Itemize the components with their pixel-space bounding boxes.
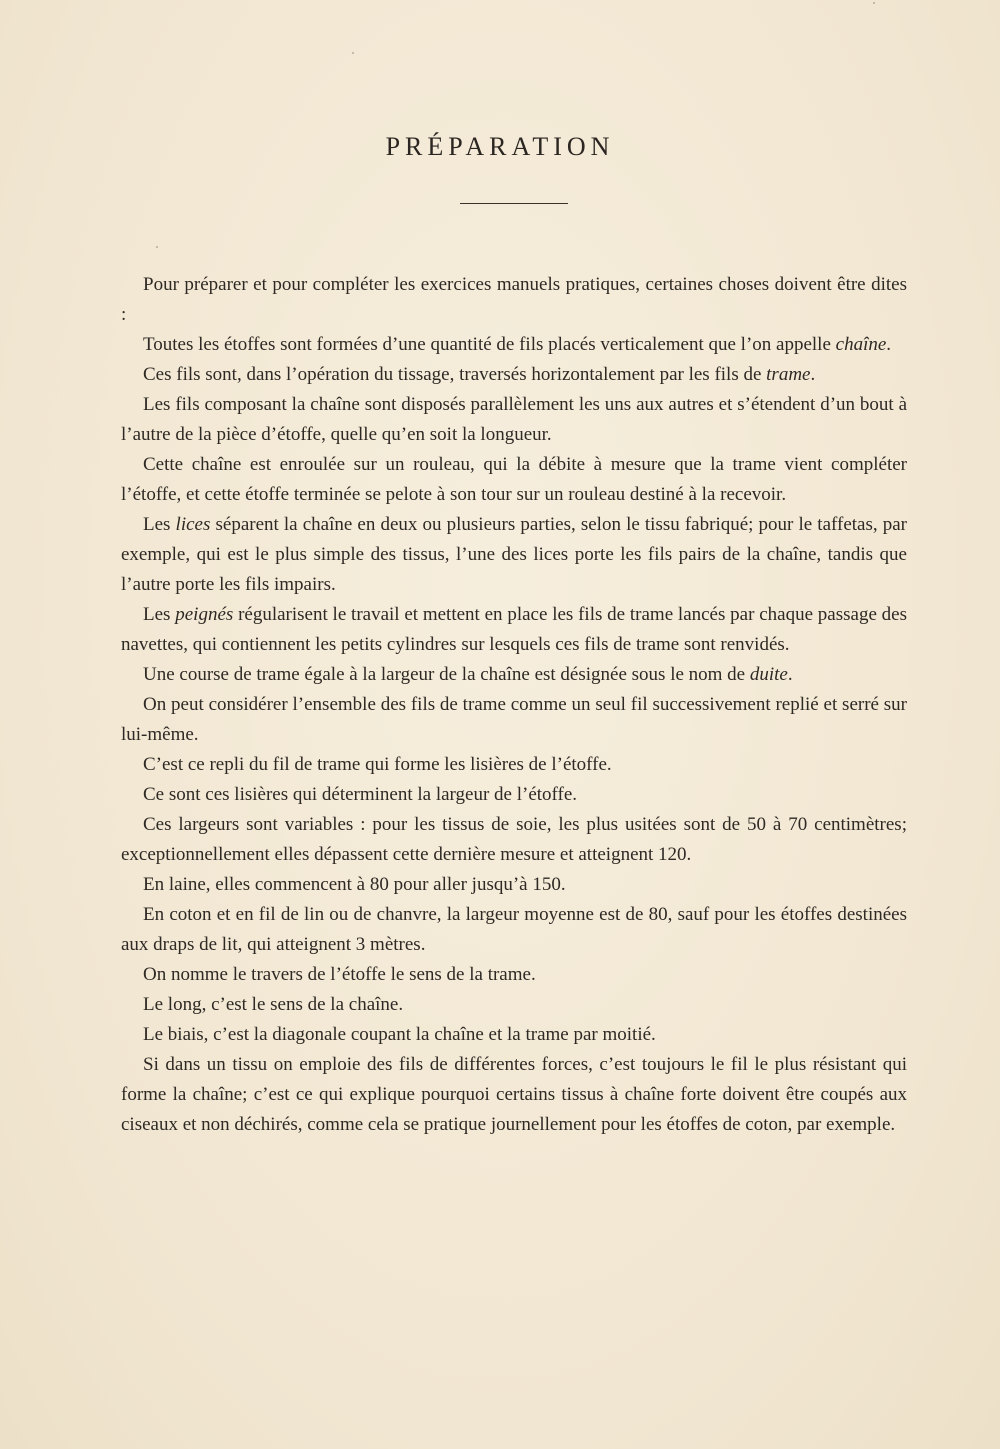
paragraph-text: En coton et en fil de lin ou de chanvre, la largeur moyenne est de 80, sauf pour les étoffes destinées aux draps de lit, qui atteignent 3 mètres.	[121, 904, 907, 955]
paragraph	[121, 690, 907, 750]
paragraph-text: .	[787, 664, 793, 685]
paragraph-text: Les	[143, 514, 176, 535]
paragraph	[121, 900, 907, 960]
paragraph-text: séparent la chaîne en deux ou plusieurs parties, selon le tissu fabriqué; pour le taffetas, par exemple, qui est le plus simple des tissus, l’une des lices porte les fils pairs de la chaîne, tandis que l’autre porte les fils impairs.	[121, 514, 907, 595]
paragraph	[121, 600, 907, 660]
paragraph-text: Cette chaîne est enroulée sur un rouleau, qui la débite à mesure que la trame vient compléter l’étoffe, et cette étoffe terminée se pelote à son tour sur un rouleau destiné à la recevoir.	[121, 454, 907, 505]
paragraph	[121, 810, 907, 870]
paragraph-text: Si dans un tissu on emploie des fils de différentes forces, c’est toujours le fil le plus résistant qui forme la chaîne; c’est ce qui explique pourquoi certains tissus à chaîne forte doivent être coupés aux ciseaux et non déchirés, comme cela se pratique journellement pour les étoffes de coton, par exemple.	[121, 1054, 907, 1135]
italic-term: peignés	[175, 604, 234, 625]
paragraph-text: .	[886, 334, 892, 355]
paper-speck	[352, 52, 354, 54]
paragraph-text: En laine, elles commencent à 80 pour aller jusqu’à 150.	[143, 874, 566, 895]
paragraph	[121, 990, 907, 1020]
paragraph-text: Une course de trame égale à la largeur de la chaîne est désignée sous le nom de	[143, 664, 750, 685]
body-text	[121, 270, 907, 1140]
italic-term: duite	[749, 664, 788, 685]
paragraph-text: Ces largeurs sont variables : pour les tissus de soie, les plus usitées sont de 50 à 70 centimètres; exceptionnellement elles dépassent cette dernière mesure et atteignent 120.	[121, 814, 907, 865]
paragraph	[121, 450, 907, 510]
paragraph-text: C’est ce repli du fil de trame qui forme les lisières de l’étoffe.	[143, 754, 612, 775]
paragraph	[121, 360, 907, 390]
paragraph	[121, 870, 907, 900]
paragraph-text: Le long, c’est le sens de la chaîne.	[143, 994, 404, 1015]
paragraph	[121, 1050, 907, 1140]
italic-term: lices	[175, 514, 211, 535]
paragraph-text: On nomme le travers de l’étoffe le sens de la trame.	[143, 964, 536, 985]
paragraph-text: Le biais, c’est la diagonale coupant la chaîne et la trame par moitié.	[143, 1024, 656, 1045]
paragraph	[121, 390, 907, 450]
paragraph-text: .	[810, 364, 816, 385]
paragraph	[121, 1020, 907, 1050]
paragraph	[121, 660, 907, 690]
paragraph-text: régularisent le travail et mettent en place les fils de trame lancés par chaque passage des navettes, qui contiennent les petits cylindres sur lesquels ces fils de trame sont renvidés.	[121, 604, 908, 655]
paragraph-text: Ce sont ces lisières qui déterminent la largeur de l’étoffe.	[143, 784, 578, 805]
paragraph	[121, 960, 907, 990]
paragraph-text: Ces fils sont, dans l’opération du tissage, traversés horizontalement par les fils de	[143, 364, 767, 385]
paper-speck	[873, 2, 875, 4]
paragraph	[121, 510, 907, 600]
paragraph-text: Pour préparer et pour compléter les exercices manuels pratiques, certaines choses doivent être dites :	[121, 274, 907, 325]
title-rule	[460, 203, 568, 204]
paragraph-text: Toutes les étoffes sont formées d’une quantité de fils placés verticalement que l’on appelle	[143, 334, 836, 355]
italic-term: trame	[766, 364, 811, 385]
paragraph	[121, 750, 907, 780]
paragraph-text: On peut considérer l’ensemble des fils de trame comme un seul fil successivement replié et serré sur lui-même.	[121, 694, 907, 745]
paragraph-text: Les fils composant la chaîne sont disposés parallèlement les uns aux autres et s’étendent d’un bout à l’autre de la pièce d’étoffe, quelle qu’en soit la longueur.	[121, 394, 907, 445]
page-title: PRÉPARATION	[385, 132, 615, 161]
paper-speck	[156, 246, 158, 248]
italic-term: chaîne	[835, 334, 887, 355]
paragraph	[121, 330, 907, 360]
paragraph	[121, 270, 907, 330]
paragraph	[121, 780, 907, 810]
paragraph-text: Les	[143, 604, 176, 625]
